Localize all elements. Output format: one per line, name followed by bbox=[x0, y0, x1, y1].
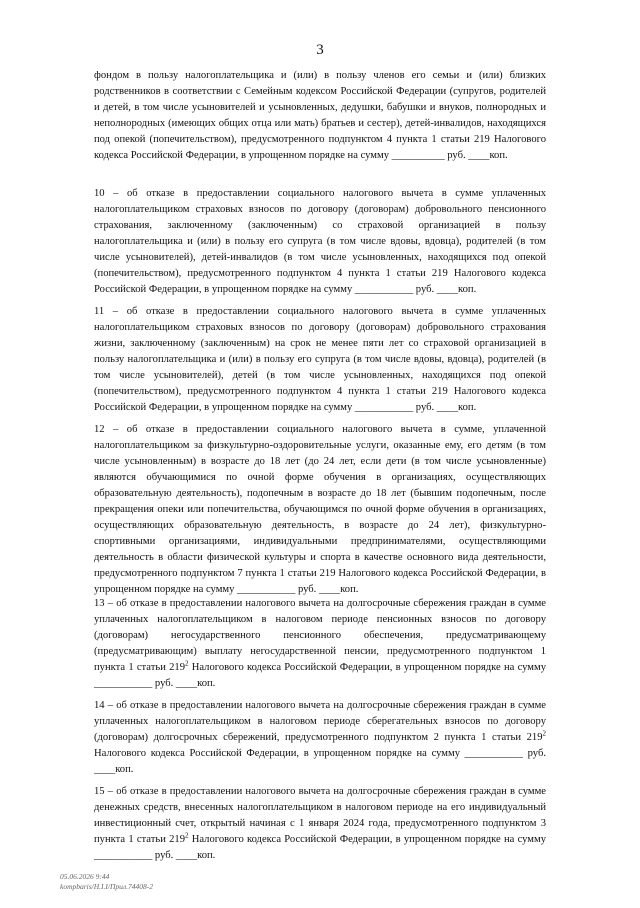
footer-stamp bbox=[60, 872, 153, 892]
paragraph-continuation: фондом в пользу налогоплательщика и (или) в пользу членов его семьи и (или) близких родственников в соответствии с Семейным кодексом Российской Федерации (супругов, родителей и детей, в том числе усыновителей и усыновленных, дедушки, бабушки и внуков, полнородных и неполнородных (имеющих общих отца или мать) братьев и сестер), детей-инвалидов, находящихся под опекой (попечительством), предусмотренного подпунктом 4 пункта 1 статьи 219 Налогового кодекса Российской Федерации, в упрощенном порядке на сумму __________ руб. ____коп. bbox=[94, 70, 546, 162]
paragraph-item-13 bbox=[94, 596, 546, 692]
paragraph-item-14-text-a: 14 – об отказе в предоставлении налогового вычета на долгосрочные сбережения граждан в сумме уплаченных налогоплательщиком в налоговом периоде сберегательных взносов по договору (договорам) долгосрочных сбережений, предусмотренного подпунктом 2 пункта 1 статьи 219 bbox=[94, 700, 546, 744]
paragraph-item-14-text-b: Налогового кодекса Российской Федерации, в упрощенном порядке на сумму ___________ руб. ____коп. bbox=[94, 748, 546, 776]
paragraph-item-10: 10 – об отказе в предоставлении социального налогового вычета в сумме уплаченных налогоплательщиком страховых взносов по договору (договорам) добровольного пенсионного страхования, заключенному (заключенным) со страховой организацией в пользу налогоплательщика и (или) в пользу его супруга (в том числе вдовы, вдовца), родителей (в том числе усыновителей), детей-инвалидов (в том числе усыновленных, находящихся под опекой (попечительством), предусмотренного подпунктом 4 пункта 1 статьи 219 Налогового кодекса Российской Федерации, в упрощенном порядке на сумму ___________ руб. ____коп. bbox=[94, 188, 546, 296]
paragraph-item-15-text-b: Налогового кодекса Российской Федерации, в упрощенном порядке на сумму ___________ руб. ____коп. bbox=[94, 834, 546, 862]
paragraph-item-13-text-b: Налогового кодекса Российской Федерации, в упрощенном порядке на сумму ___________ руб. ____коп. bbox=[94, 662, 546, 690]
paragraph-item-11: 11 – об отказе в предоставлении социального налогового вычета в сумме уплаченных налогоплательщиком страховых взносов по договору (договорам) добровольного страхования жизни, заключенному (заключенным) на срок не менее пяти лет со страховой организацией в пользу налогоплательщика и (или) в пользу его супруга (в том числе вдовы, вдовца), родителей (в том числе усыновителей), детей (в том числе усыновленных, находящихся под опекой (попечительством), предусмотренного подпунктом 4 пункта 1 статьи 219 Налогового кодекса Российской Федерации, в упрощенном порядке на сумму ___________ руб. ____коп. bbox=[94, 306, 546, 414]
superscript: 2 bbox=[185, 659, 189, 668]
superscript: 2 bbox=[542, 729, 546, 738]
paragraph-item-15 bbox=[94, 784, 546, 864]
superscript: 2 bbox=[185, 831, 189, 840]
footer-date: 05.06.2026 9:44 bbox=[60, 872, 110, 881]
paragraph-item-13-text-a: 13 – об отказе в предоставлении налогового вычета на долгосрочные сбережения граждан в сумме уплаченных налогоплательщиком в налоговом периоде пенсионных взносов по договору (договорам) негосударственного пенсионного обеспечения, предусматривающему (предусматривающим) выплату негосударственной пенсии, предусмотренного подпунктом 1 пункта 1 статьи 219 bbox=[94, 598, 546, 674]
paragraph-item-15-text-a: 15 – об отказе в предоставлении налогового вычета на долгосрочные сбережения граждан в сумме денежных средств, внесенных налогоплательщиком в налоговом периоде на его индивидуальный инвестиционный счет, открытый начиная с 1 января 2024 года, предусмотренного подпунктом 3 пункта 1 статьи 219 bbox=[94, 786, 546, 846]
paragraph-item-14 bbox=[94, 698, 546, 778]
paragraph-item-12: 12 – об отказе в предоставлении социального налогового вычета в сумме, уплаченной налогоплательщиком за физкультурно-оздоровительные услуги, оказанные ему, его детям (в том числе усыновленным) в возрасте до 18 лет (до 24 лет, если дети (в том числе усыновленные) являются обучающимися по очной форме обучения в организациях, осуществляющих образовательную деятельность), подопечным в возрасте до 18 лет (бывшим подопечным, после прекращения опеки или попечительства, обучающимся по очной форме обучения в организациях, осуществляющих образовательную деятельность, в возрасте до 24 лет), физкультурно-спортивными организациями, индивидуальными предпринимателями, осуществляющими деятельность в области физической культуры и спорта в качестве основного вида деятельности, предусмотренного подпунктом 7 пункта 1 статьи 219 Налогового кодекса Российской Федерации, в упрощенном порядке на сумму ___________ руб. ____коп. bbox=[94, 424, 546, 596]
footer-path: kompbaris/H.I.I/Прил.74408-2 bbox=[60, 882, 154, 891]
page-number: 3 bbox=[316, 42, 324, 58]
